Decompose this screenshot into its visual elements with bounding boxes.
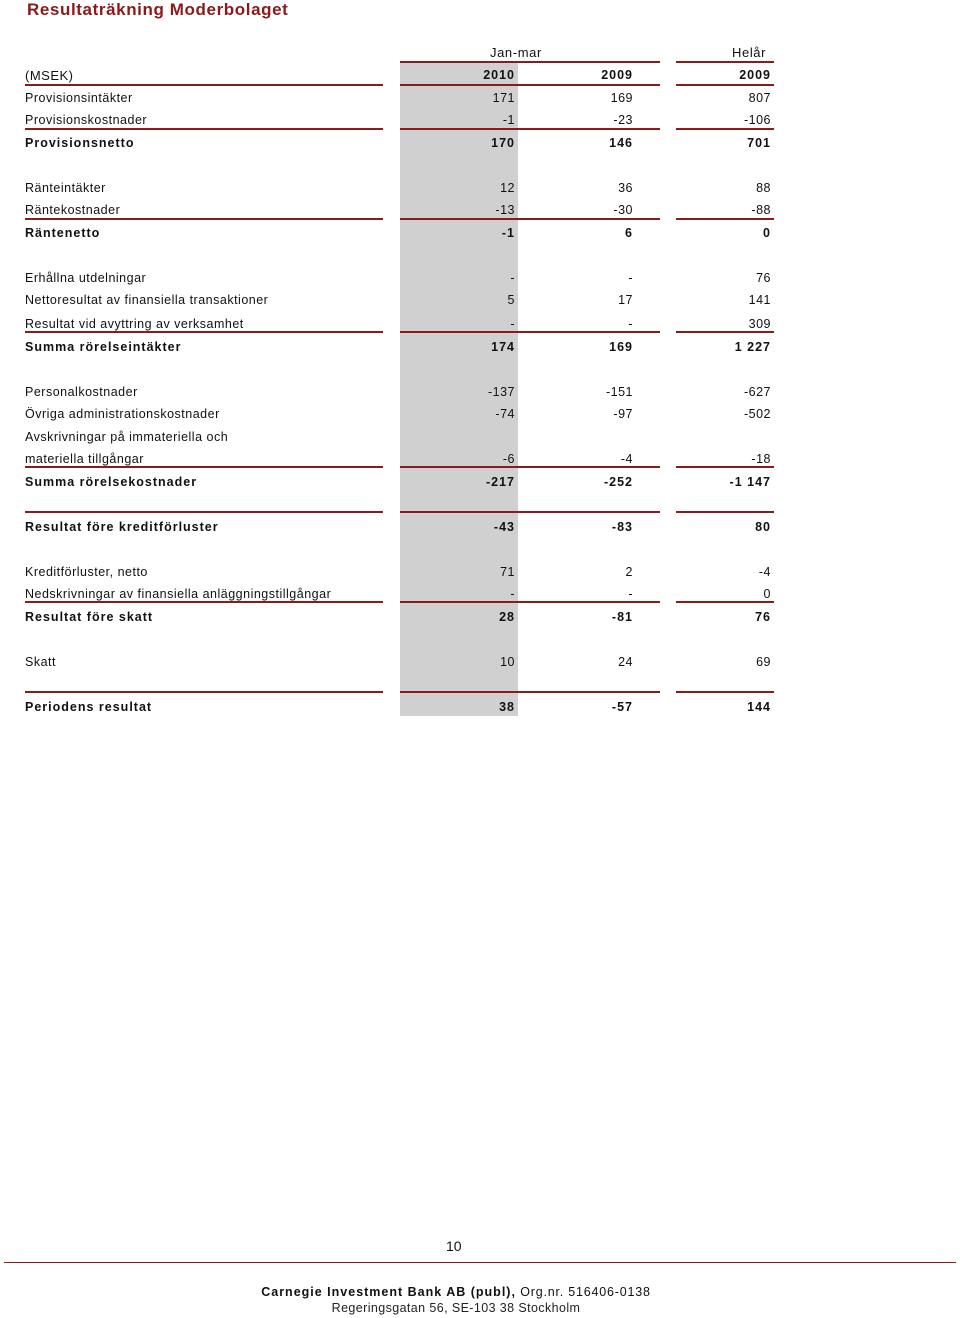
- footer-orgnr: Org.nr. 516406-0138: [520, 1285, 651, 1299]
- value-2010: 38: [499, 700, 515, 714]
- table-row: [25, 407, 785, 429]
- header-bottom-rule-year: [676, 84, 774, 86]
- header-bottom-rule-col: [400, 84, 660, 86]
- row-separator-rule: [25, 511, 383, 513]
- footer-address: Regeringsgatan 56, SE-103 38 Stockholm: [331, 1301, 581, 1315]
- footer-company: Carnegie Investment Bank AB (publ),: [261, 1285, 516, 1299]
- value-2009-q: 36: [618, 181, 633, 195]
- value-2009-q: -: [628, 271, 633, 285]
- value-2009-q: 24: [618, 655, 633, 669]
- table-row: [25, 136, 785, 158]
- row-separator-rule: [25, 601, 383, 603]
- row-separator-rule: [25, 218, 383, 220]
- value-2009-year: 88: [756, 181, 771, 195]
- table-row: [25, 587, 785, 609]
- period-header-helar: Helår: [732, 45, 767, 60]
- row-label: Resultat före kreditförluster: [25, 520, 219, 534]
- value-2009-q: -81: [611, 610, 633, 624]
- table-row: [25, 655, 785, 677]
- col-header-2010: 2010: [483, 68, 515, 82]
- value-2009-q: -: [628, 587, 633, 601]
- value-2010: 174: [491, 340, 515, 354]
- row-separator-rule: [25, 128, 383, 130]
- page-title: Resultaträkning Moderbolaget: [27, 0, 289, 19]
- table-row: [25, 520, 785, 542]
- row-separator-rule: [400, 331, 660, 333]
- table-row: [25, 203, 785, 225]
- table-row: [25, 181, 785, 203]
- value-2010: 28: [499, 610, 515, 624]
- row-label: Provisionskostnader: [25, 113, 148, 127]
- value-2010: -1: [501, 226, 515, 240]
- header-bottom-rule: [25, 84, 383, 86]
- table-row: [25, 293, 785, 315]
- value-2010: -: [510, 317, 515, 331]
- value-2010: -43: [493, 520, 515, 534]
- col-header-2009-year: 2009: [739, 68, 771, 82]
- value-2009-q: -23: [613, 113, 633, 127]
- header-rule-helar: [676, 61, 774, 63]
- row-label: Skatt: [25, 655, 56, 669]
- row-separator-rule: [400, 466, 660, 468]
- row-label: Ränteintäkter: [25, 181, 106, 195]
- row-label: Räntekostnader: [25, 203, 121, 217]
- row-label: Nettoresultat av finansiella transaktioner: [25, 293, 269, 307]
- value-2009-q: 169: [610, 91, 633, 105]
- value-2009-year: -88: [751, 203, 771, 217]
- row-label: Summa rörelsekostnader: [25, 475, 198, 489]
- table-header-row: [25, 68, 785, 90]
- row-separator-rule: [400, 601, 660, 603]
- row-label: Kreditförluster, netto: [25, 565, 148, 579]
- value-2009-q: 17: [618, 293, 633, 307]
- value-2009-year: 807: [748, 91, 771, 105]
- table-row: [25, 113, 785, 135]
- value-2010: 171: [492, 91, 515, 105]
- value-2009-q: 169: [609, 340, 633, 354]
- row-label: Räntenetto: [25, 226, 101, 240]
- value-2009-q: -30: [613, 203, 633, 217]
- row-separator-rule: [676, 466, 774, 468]
- row-separator-rule: [25, 691, 383, 693]
- value-2010: 5: [507, 293, 515, 307]
- table-row: [25, 91, 785, 113]
- value-2009-year: -627: [743, 385, 771, 399]
- footer-company-line: [0, 1285, 912, 1299]
- row-separator-rule: [676, 218, 774, 220]
- value-2009-year: 1 227: [734, 340, 771, 354]
- table-row: [25, 475, 785, 497]
- row-label: Provisionsintäkter: [25, 91, 133, 105]
- value-2009-q: -151: [605, 385, 633, 399]
- table-row: [25, 385, 785, 407]
- value-2009-q: -: [628, 317, 633, 331]
- row-label: Avskrivningar på immateriella och: [25, 430, 229, 444]
- period-header-jan-mar: Jan-mar: [490, 45, 542, 60]
- row-label: Summa rörelseintäkter: [25, 340, 182, 354]
- row-separator-rule: [25, 331, 383, 333]
- value-2009-q: 6: [625, 226, 633, 240]
- value-2010: 71: [500, 565, 515, 579]
- value-2010: 10: [500, 655, 515, 669]
- unit-label: (MSEK): [25, 68, 74, 83]
- table-row: [25, 340, 785, 362]
- value-2009-q: -97: [613, 407, 633, 421]
- table-row: [25, 452, 785, 474]
- value-2009-year: 0: [763, 226, 771, 240]
- value-2010: -217: [485, 475, 515, 489]
- row-label: Provisionsnetto: [25, 136, 135, 150]
- value-2010: -13: [495, 203, 515, 217]
- value-2009-year: 309: [748, 317, 771, 331]
- row-separator-rule: [400, 128, 660, 130]
- value-2009-year: 141: [748, 293, 771, 307]
- value-2009-year: -502: [743, 407, 771, 421]
- row-separator-rule: [400, 218, 660, 220]
- row-separator-rule: [676, 511, 774, 513]
- value-2009-year: 0: [763, 587, 771, 601]
- row-label: Personalkostnader: [25, 385, 138, 399]
- table-row: [25, 271, 785, 293]
- row-label: Periodens resultat: [25, 700, 153, 714]
- row-separator-rule: [676, 691, 774, 693]
- row-label: Övriga administrationskostnader: [25, 407, 220, 421]
- row-separator-rule: [400, 511, 660, 513]
- value-2009-year: -4: [758, 565, 771, 579]
- value-2009-q: -57: [611, 700, 633, 714]
- table-row: [25, 610, 785, 632]
- value-2009-year: 80: [755, 520, 771, 534]
- row-separator-rule: [676, 601, 774, 603]
- value-2009-q: -252: [603, 475, 633, 489]
- row-separator-rule: [676, 331, 774, 333]
- col-header-2009-q: 2009: [601, 68, 633, 82]
- footer-rule: [4, 1262, 956, 1263]
- value-2010: -1: [502, 113, 515, 127]
- value-2009-year: -1 147: [729, 475, 771, 489]
- value-2010: 12: [500, 181, 515, 195]
- value-2009-q: -4: [620, 452, 633, 466]
- value-2009-year: 144: [747, 700, 771, 714]
- value-2009-year: 701: [747, 136, 771, 150]
- row-label: Resultat före skatt: [25, 610, 154, 624]
- value-2010: -: [510, 587, 515, 601]
- value-2010: -137: [487, 385, 515, 399]
- table-row: [25, 565, 785, 587]
- value-2009-q: 2: [625, 565, 633, 579]
- header-rule-jan-mar: [400, 61, 660, 63]
- value-2009-year: 69: [756, 655, 771, 669]
- value-2009-q: 146: [609, 136, 633, 150]
- row-separator-rule: [400, 691, 660, 693]
- value-2009-year: 76: [755, 610, 771, 624]
- value-2010: -: [510, 271, 515, 285]
- row-label: Resultat vid avyttring av verksamhet: [25, 317, 244, 331]
- page-number: 10: [446, 1238, 462, 1254]
- row-label: materiella tillgångar: [25, 452, 144, 466]
- row-label: Erhållna utdelningar: [25, 271, 147, 285]
- value-2010: -6: [502, 452, 515, 466]
- table-row: [25, 430, 785, 452]
- value-2009-year: -106: [743, 113, 771, 127]
- value-2010: 170: [491, 136, 515, 150]
- value-2009-year: -18: [751, 452, 771, 466]
- row-separator-rule: [676, 128, 774, 130]
- value-2009-year: 76: [756, 271, 771, 285]
- table-row: [25, 700, 785, 722]
- value-2009-q: -83: [611, 520, 633, 534]
- table-row: [25, 226, 785, 248]
- row-separator-rule: [25, 466, 383, 468]
- value-2010: -74: [495, 407, 515, 421]
- row-label: Nedskrivningar av finansiella anläggningstillgångar: [25, 587, 332, 601]
- table-row: [25, 317, 785, 339]
